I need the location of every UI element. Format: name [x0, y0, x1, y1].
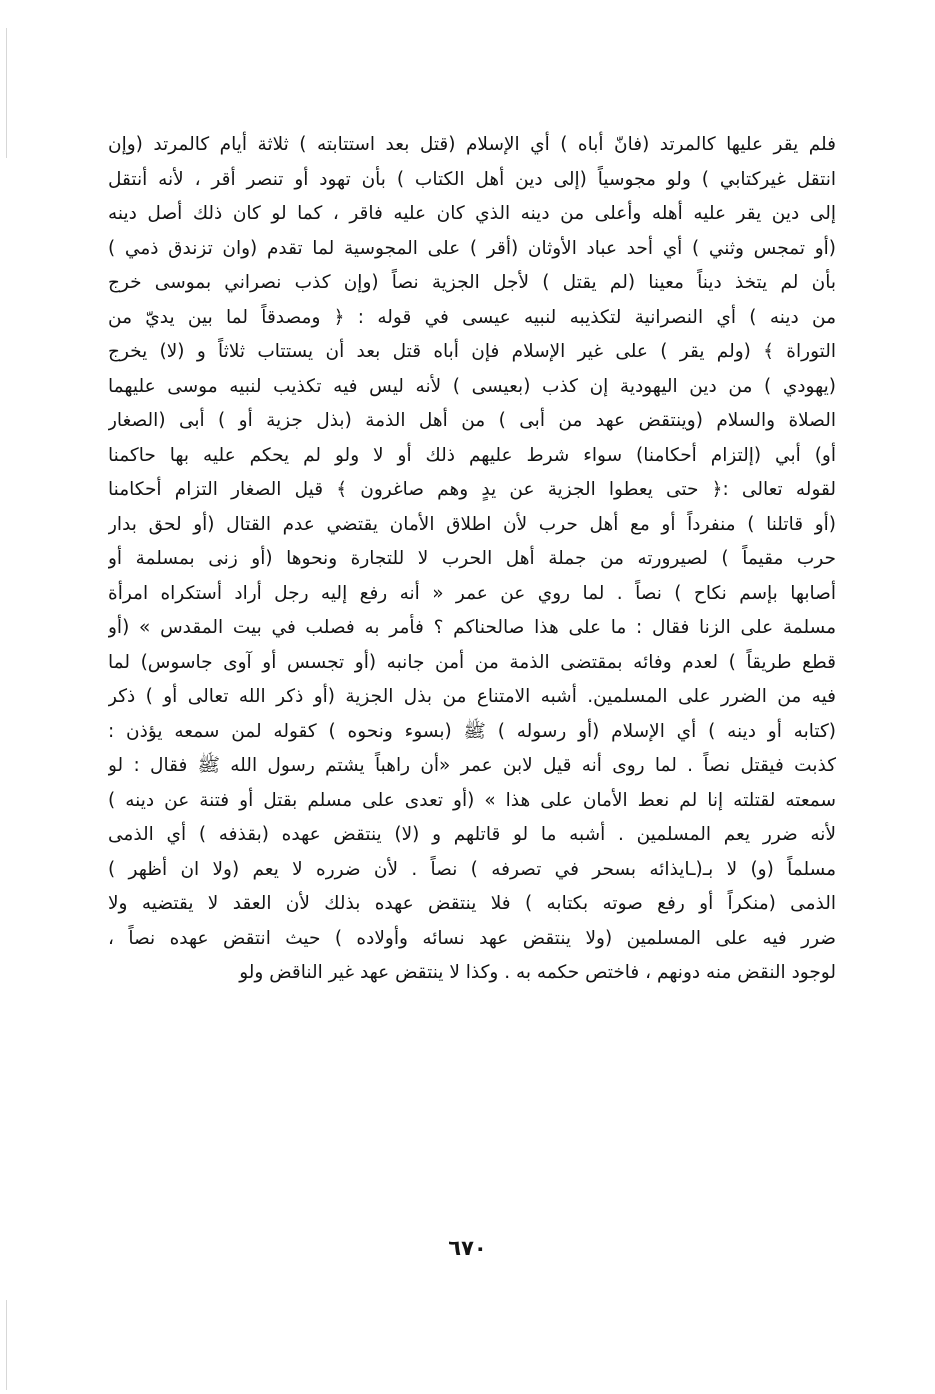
- text-line: أو) أبي (إلتزام أحكامنا) سواء شرط عليهم ذلك أو لا ولو لم يحكم عليه بها حاكمنا: [108, 444, 836, 466]
- text-line: فلم يقر عليها كالمرتد (فانّ أباه ) أي الإسلام (قتل بعد استتابته ) ثلاثة أيام كالمرتد (وإن: [108, 134, 836, 155]
- page-number: ٦٧٠: [448, 1236, 487, 1260]
- text-line: لأنه ضرر يعم المسلمين . أشبه ما لو قاتلهم و (لا) ينتقض عهده (بقذفه ) أي الذمى: [108, 824, 836, 845]
- text-line: بأن لم يتخذ ديناً معينا (لم يقتل ) لأجل الجزية نصاً (وإن كذب نصراني بموسى خرج: [108, 272, 836, 293]
- text-line: (كتابه أو دينه ) أي الإسلام (أو رسوله ) ﷺ (بسوء ونحوه ) كقوله لمن سمعه يؤذن :: [108, 720, 836, 742]
- text-line: ضرر فيه على المسلمين (ولا ينتقض عهد نسائه وأولاده ) حيث انتقض عهده نصاً ،: [108, 927, 836, 949]
- text-line: إلى دين يقر عليه أهله وأعلى من دينه الذي كان عليه فاقر ، كما لو كان ذلك أصل دينه: [108, 203, 836, 224]
- text-line: من دينه ) أي النصرانية لتكذيبه لنبيه عيسى في قوله : ﴿ ومصدقاً لما بين يديّ من: [108, 306, 836, 328]
- text-line: (أو قاتلنا ) منفرداً أو مع أهل حرب لأن اطلاق الأمان يقتضي عدم القتال (أو لحق بدار: [108, 513, 836, 535]
- text-line: مسلمة على الزنا فقال : ما على هذا صالحناكم ؟ فأمر به فصلب في بيت المقدس » (أو: [108, 617, 836, 638]
- text-line: قطع طريقاً ) لعدم وفائه بمقتضى الذمة من أمن جانبه (أو تجسس أو آوى جاسوس) لما: [108, 651, 836, 673]
- text-line: (يهودي ) من دين اليهودية إن كذب (بعيسى ) لأنه ليس فيه تكذيب لنبيه موسى عليهما: [108, 375, 836, 397]
- scan-edge-mark: [6, 1300, 7, 1390]
- text-line: (أو تمجس وثني ) أي أحد عباد الأوثان (أقر ) على المجوسية لما تقدم (وان تزندق ذمي ): [108, 237, 836, 259]
- body-text: [108, 128, 836, 991]
- text-line: الذمى (منكراً أو رفع صوته بكتابه ) فلا ينتقض عهده بذلك لأن العقد لا يقتضيه ولا: [108, 893, 836, 914]
- text-line: أصابها بإسم نكاح ) نصاً . لما روي عن عمر « أنه رفع إليه رجل أراد أستكراه امرأة: [108, 582, 836, 604]
- text-line: فيه من الضرر على المسلمين. أشبه الامتناع من بذل الجزية (أو ذكر الله تعالى أو ) ذكر: [108, 686, 836, 707]
- text-line: سمعته لقتلته إنا لم نعط الأمان على هذا » (أو تعدى على مسلم بقتل أو فتنة عن دينه ): [108, 789, 836, 811]
- text-line: لوجود النقض منه دونهم ، فاختص حكمه به . وكذا لا ينتقض عهد غير الناقض ولو: [239, 962, 836, 983]
- text-line: لقوله تعالى :﴿ حتى يعطوا الجزية عن يدٍ وهم صاغرون ﴾ قيل الصغار التزام أحكامنا: [108, 479, 836, 500]
- text-line: مسلماً (و) لا بـ(ـايذائه بسحر في تصرفه ) نصاً . لأن ضرره لا يعم (ولا ان أظهر ): [108, 858, 836, 880]
- text-line: حرب مقيماً ) لصيرورته من جملة أهل الحرب لا للتجارة ونحوها (أو زنى بمسلمة أو: [108, 548, 836, 569]
- text-line: التوراة ﴾ (ولم يقر ) على غير الإسلام فإن أباه قتل بعد أن يستتاب ثلاثاً و (لا) يخرج: [108, 341, 836, 362]
- text-line: كذبت فيقتل نصاً . لما روى أنه قيل لابن عمر «أن راهباً يشتم رسول الله ﷺ فقال : لو: [108, 755, 836, 776]
- text-line: الصلاة والسلام (وينتقض عهد من أبى ) من أهل الذمة (بذل جزية أو ) أبى (الصغار: [108, 410, 836, 431]
- text-line: انتقل غيركتابي ) ولو مجوسياً (إلى دين أهل الكتاب ) بأن تهود أو تنصر أقر ، لأنه أنتقل: [108, 168, 836, 190]
- scan-edge-mark: [6, 28, 7, 158]
